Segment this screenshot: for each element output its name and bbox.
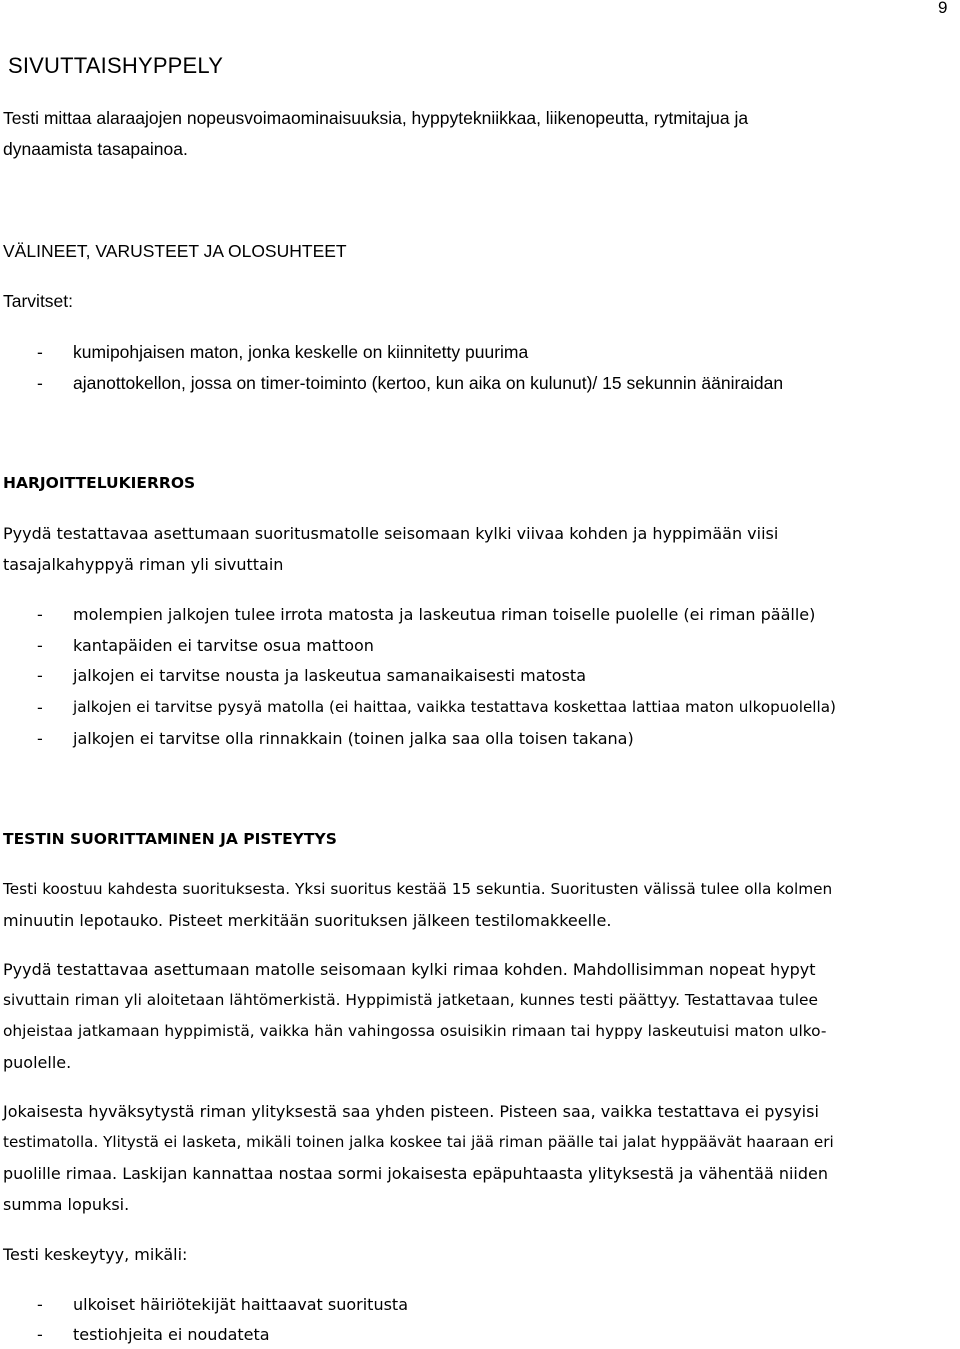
list-item-text: kumipohjaisen maton, jonka keskelle on kiinnitetty puurima <box>73 342 529 362</box>
list-item-text: ajanottokellon, jossa on timer-toiminto (kertoo, kun aika on kulunut)/ 15 sekunnin ääniraidan <box>73 373 784 393</box>
scoring-p3-line: Jokaisesta hyväksytystä riman ylityksestä saa yhden pisteen. Pisteen saa, vaikka testattava ei pysyisi <box>3 1102 819 1121</box>
bullet-dash: - <box>37 1325 43 1344</box>
list-item-text: jalkojen ei tarvitse olla rinnakkain (toinen jalka saa olla toisen takana) <box>73 729 634 748</box>
scoring-p3-line: summa lopuksi. <box>3 1195 130 1214</box>
list-item-text: ulkoiset häiriötekijät haittaavat suoritusta <box>73 1295 408 1314</box>
scoring-p3-line: testimatolla. Ylitystä ei lasketa, mikäli toinen jalka koskee tai jää riman päälle tai jalat hyppäävät haaraan eri <box>3 1133 834 1151</box>
list-item-text: kantapäiden ei tarvitse osua mattoon <box>73 636 374 655</box>
scoring-p2-line: Pyydä testattavaa asettumaan matolle seisomaan kylki rimaa kohden. Mahdollisimman nopeat hypyt <box>3 960 816 979</box>
scoring-p3-line: puolille rimaa. Laskijan kannattaa nostaa sormi jokaisesta epäpuhtaasta ylityksestä ja vähentää niiden <box>3 1164 829 1183</box>
bullet-dash: - <box>37 698 43 717</box>
bullet-dash: - <box>37 373 43 393</box>
bullet-dash: - <box>37 636 43 655</box>
practice-line-1: Pyydä testattavaa asettumaan suoritusmatolle seisomaan kylki viivaa kohden ja hyppimään viisi <box>3 524 779 543</box>
page-number: 9 <box>938 0 948 17</box>
bullet-dash: - <box>37 605 43 624</box>
bullet-dash: - <box>37 666 43 685</box>
scoring-p2-line: puolelle. <box>3 1053 72 1072</box>
scoring-p2-line: ohjeistaa jatkamaan hyppimistä, vaikka hän vahingossa osuisikin rimaan tai hyppy laskeutuisi maton ulko- <box>3 1022 827 1040</box>
intro-line-2: dynaamista tasapainoa. <box>3 139 188 159</box>
intro-line-1: Testi mittaa alaraajojen nopeusvoimaominaisuuksia, hyppytekniikkaa, liikenopeutta, rytmitajua ja <box>3 108 749 128</box>
list-item-text: testiohjeita ei noudateta <box>73 1325 270 1344</box>
list-item-text: jalkojen ei tarvitse nousta ja laskeutua samanaikaisesti matosta <box>73 666 586 685</box>
equipment-heading: VÄLINEET, VARUSTEET JA OLOSUHTEET <box>3 241 347 261</box>
scoring-heading: TESTIN SUORITTAMINEN JA PISTEYTYS <box>3 830 337 848</box>
page-title: SIVUTTAISHYPPELY <box>8 53 224 78</box>
practice-line-2: tasajalkahyppyä riman yli sivuttain <box>3 555 284 574</box>
practice-heading: HARJOITTELUKIERROS <box>3 474 196 492</box>
scoring-p2-line: sivuttain riman yli aloitetaan lähtömerkistä. Hyppimistä jatketaan, kunnes testi päättyy. Testattavaa tulee <box>3 991 818 1009</box>
bullet-dash: - <box>37 729 43 748</box>
bullet-dash: - <box>37 1295 43 1314</box>
scoring-p1-line: Testi koostuu kahdesta suorituksesta. Yksi suoritus kestää 15 sekuntia. Suoritusten välissä tulee olla kolmen <box>3 880 833 898</box>
list-item-text: jalkojen ei tarvitse pysyä matolla (ei haittaa, vaikka testattava koskettaa lattiaa maton ulkopuolella) <box>73 698 836 716</box>
interrupt-label: Testi keskeytyy, mikäli: <box>3 1245 188 1264</box>
scoring-p1-line: minuutin lepotauko. Pisteet merkitään suorituksen jälkeen testilomakkeelle. <box>3 911 612 930</box>
list-item-text: molempien jalkojen tulee irrota matosta ja laskeutua riman toiselle puolelle (ei riman päälle) <box>73 605 816 624</box>
equipment-label: Tarvitset: <box>3 291 74 311</box>
bullet-dash: - <box>37 342 43 362</box>
